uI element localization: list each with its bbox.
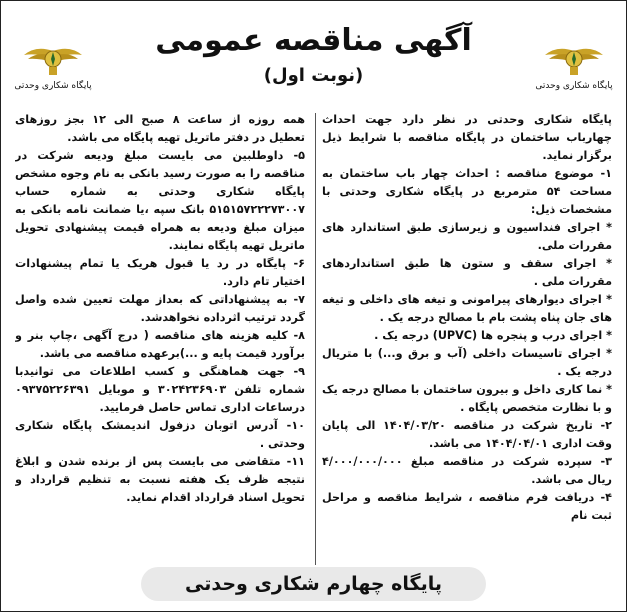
notice-body: [15, 111, 612, 566]
emblem-left-label: پایگاه شکاری وحدتی: [14, 81, 92, 91]
left-paragraph: ۶- پایگاه در رد یا قبول هریک یا تمام پیشنهادات اختیار تام دارد.: [15, 257, 305, 288]
column-divider: [315, 113, 316, 565]
left-paragraph: ۵- داوطلبین می بایست مبلغ ودیعه شرکت در مناقصه را به صورت رسید بانکی به نام وجوه مشخص پایگاه شکاری وحدتی به شماره حساب ۵۱۵۱۵۷۲۲۲۷۳۰۰۷ بانک سپه ،یا ضمانت نامه بانکی به میزان مبلغ ودیعه به همراه قیمت پیشنهادی تحویل ماتریل تهیه پایگاه نمایند.: [15, 149, 305, 252]
right-paragraph: * اجرای فنداسیون و زیرسازی طبق استاندارد های مقررات ملی.: [322, 221, 612, 252]
left-column: [15, 111, 305, 566]
left-paragraph: ۷- به پیشنهاداتی که بعداز مهلت تعیین شده واصل گردد ترتیب اثرداده نخواهدشد.: [15, 293, 305, 324]
right-paragraph: ۱- موضوع مناقصه : احداث چهار باب ساختمان به مساحت ۵۴ مترمربع در پایگاه شکاری وحدتی با مشخصات ذیل:: [322, 167, 612, 216]
notice-title: آگهی مناقصه عمومی: [155, 23, 472, 58]
left-paragraph: ۱۱- متقاضی می بایست پس از برنده شدن و ابلاغ نتیجه ظرف یک هفته نسبت به تنظیم قرارداد و تحویل اسناد قرارداد اقدام نماید.: [15, 455, 305, 504]
right-paragraph: ۴- دریافت فرم مناقصه ، شرایط مناقصه و مراحل ثبت نام: [322, 491, 612, 522]
right-paragraph: * اجرای سقف و ستون ها طبق استانداردهای مقررات ملی .: [322, 257, 612, 288]
emblem-right-label: پایگاه شکاری وحدتی: [535, 81, 613, 91]
right-column: [322, 111, 612, 566]
right-paragraph: * نما کاری داخل و بیرون ساختمان با مصالح درجه یک و با نظارت متخصص پایگاه .: [322, 383, 612, 414]
notice-subtitle: (نوبت اول): [263, 65, 364, 86]
left-paragraph: ۱۰- آدرس اتوبان دزفول اندیمشک پایگاه شکاری وحدتی .: [15, 419, 305, 450]
right-paragraph: * اجرای دیوارهای پیرامونی و تیغه های داخلی و تیغه های جان پناه پشت بام با مصالح درجه یک .: [322, 293, 612, 324]
left-paragraph: همه روزه از ساعت ۸ صبح الی ۱۲ بجز روزهای تعطیل در دفتر ماتریل تهیه پایگاه می باشد.: [15, 113, 305, 144]
right-paragraph: * اجرای درب و پنجره ها (UPVC) درجه یک .: [374, 329, 612, 342]
left-paragraph: ۹- جهت هماهنگی و کسب اطلاعات می توانیدبا شماره تلفن ۳۰۲۴۲۳۶۹۰۳ و موبایل ۰۹۳۷۵۲۲۶۳۹۱ درساعات اداری تماس حاصل فرمایید.: [15, 365, 305, 414]
right-paragraph: ۲- تاریخ شرکت در مناقصه ۱۴۰۴/۰۳/۲۰ الی پایان وقت اداری ۱۴۰۴/۰۴/۰۱ می باشد.: [322, 419, 612, 450]
footer-banner: پایگاه چهارم شکاری وحدتی: [141, 567, 486, 601]
right-paragraph: پایگاه شکاری وحدتی در نظر دارد جهت احداث چهارباب ساختمان در پایگاه مناقصه با شرایط ذیل برگزار نماید.: [322, 113, 612, 162]
right-paragraph: * اجرای تاسیسات داخلی (آب و برق و...) با متریال درجه یک .: [322, 347, 612, 378]
left-paragraph: ۸- کلیه هزینه های مناقصه ( درج آگهی ،چاپ بنر و برآورد قیمت پایه و ...)برعهده مناقصه می باشد.: [15, 329, 305, 360]
right-paragraph: ۳- سپرده شرکت در مناقصه مبلغ ۴/۰۰۰/۰۰۰/۰۰۰ ریال می باشد.: [322, 455, 612, 486]
